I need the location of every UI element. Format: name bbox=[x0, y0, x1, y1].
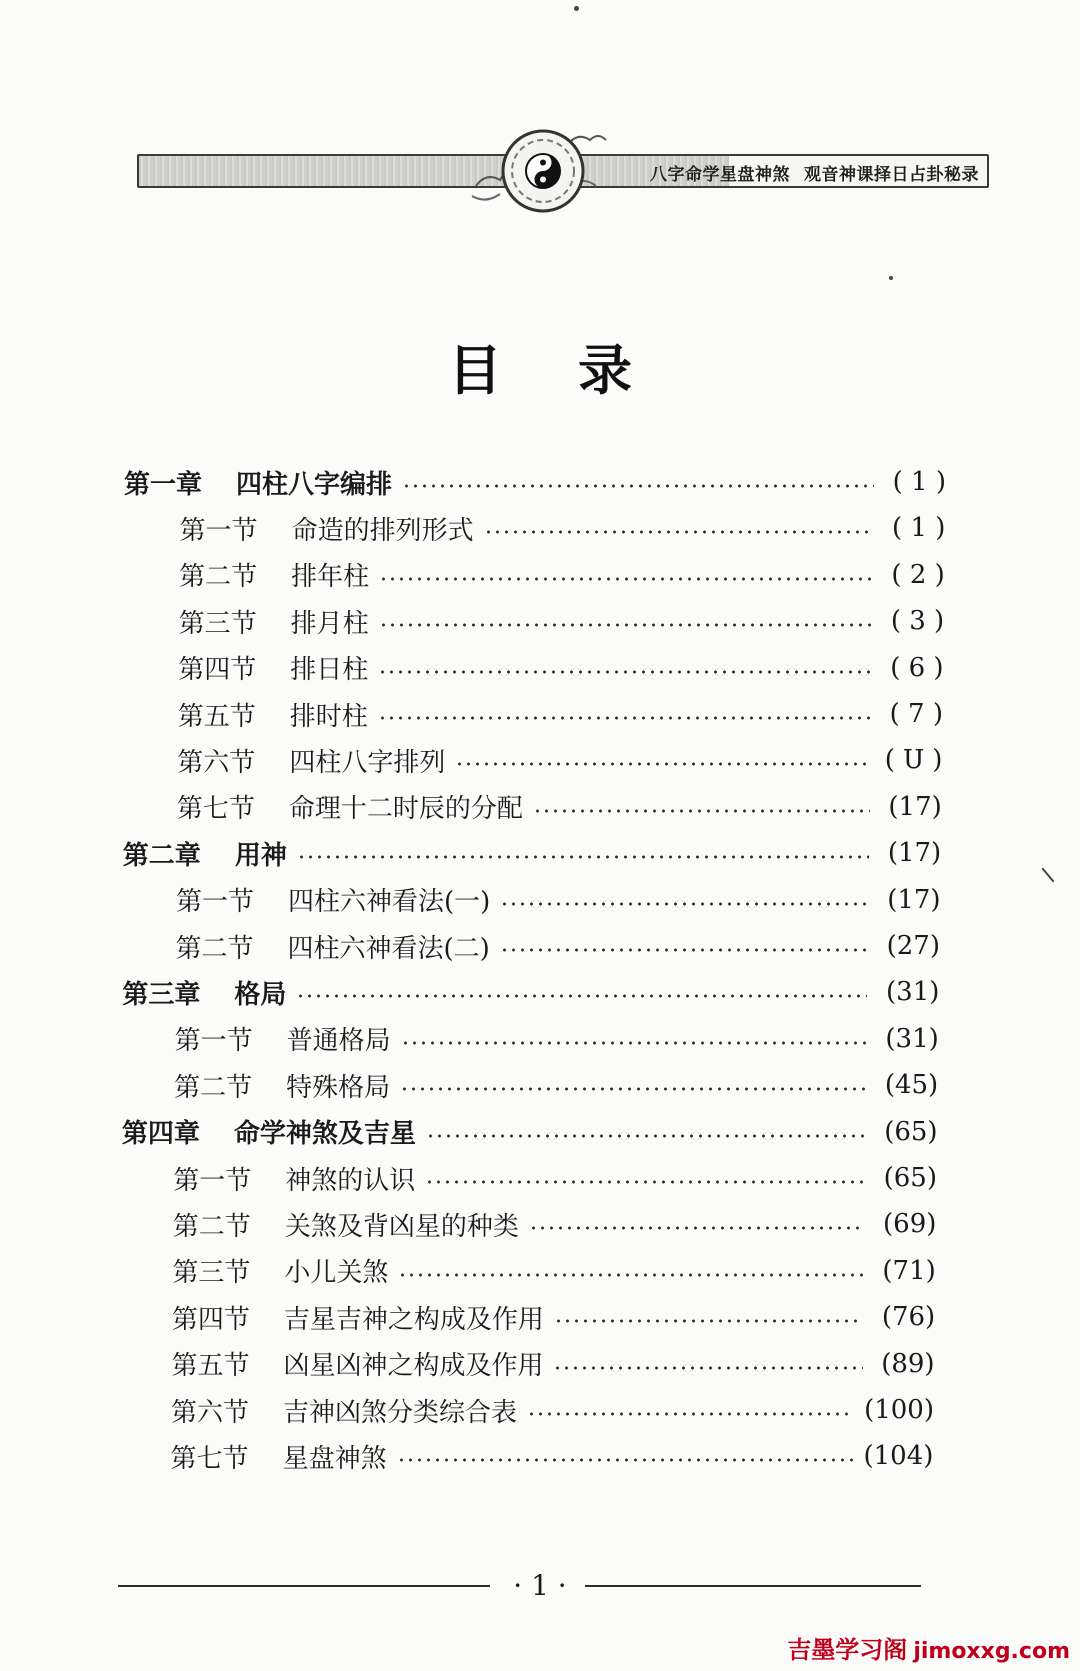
book-title: 八字命学星盘神煞 观音神课择日占卦秘录 bbox=[650, 165, 979, 185]
dot-leader bbox=[378, 669, 871, 675]
toc-section-entry[interactable] bbox=[177, 787, 942, 827]
page-reference: (71) bbox=[882, 1255, 936, 1286]
page-number: · 1 · bbox=[513, 1569, 567, 1602]
toc-section-entry[interactable] bbox=[176, 880, 941, 920]
dot-leader bbox=[379, 576, 873, 582]
dot-leader bbox=[397, 1457, 854, 1463]
chapter-number: 第四章 bbox=[121, 1119, 200, 1150]
section-number: 第三节 bbox=[178, 608, 257, 639]
section-title: 星盘神煞 bbox=[282, 1443, 387, 1474]
section-number: 第三节 bbox=[172, 1258, 251, 1289]
section-number: 第二节 bbox=[179, 562, 258, 593]
watermark-site-name: 吉墨学习阁 bbox=[787, 1636, 908, 1664]
footer-rule-right bbox=[585, 1585, 921, 1587]
dot-leader bbox=[296, 993, 867, 999]
section-number: 第一节 bbox=[173, 1165, 252, 1196]
scan-speck bbox=[574, 6, 579, 11]
chapter-title: 格局 bbox=[234, 979, 287, 1010]
section-number: 第五节 bbox=[171, 1351, 250, 1382]
section-number: 第六节 bbox=[177, 747, 256, 778]
dot-leader bbox=[527, 1411, 854, 1417]
section-title: 命理十二时辰的分配 bbox=[288, 794, 523, 825]
page-reference: ( 6 ) bbox=[890, 652, 944, 683]
dot-leader bbox=[554, 1318, 863, 1324]
toc-section-entry[interactable] bbox=[171, 1436, 934, 1476]
watermark bbox=[787, 1630, 1070, 1665]
section-number: 第一节 bbox=[175, 887, 254, 918]
dot-leader bbox=[398, 1272, 863, 1278]
page-title: 目录 bbox=[448, 339, 708, 402]
scan-speck bbox=[889, 276, 893, 280]
dot-leader bbox=[500, 901, 868, 907]
page-reference: (104) bbox=[863, 1441, 934, 1472]
section-title: 四柱六神看法(二) bbox=[287, 933, 490, 964]
section-number: 第一节 bbox=[179, 515, 258, 546]
dot-leader bbox=[378, 715, 871, 721]
toc-section-entry[interactable] bbox=[179, 555, 945, 595]
dot-leader bbox=[297, 854, 869, 860]
section-title: 神煞的认识 bbox=[285, 1165, 416, 1196]
dot-leader bbox=[401, 1040, 867, 1046]
section-title: 四柱八字排列 bbox=[289, 747, 446, 778]
section-title: 小儿关煞 bbox=[284, 1258, 389, 1289]
chapter-number: 第二章 bbox=[122, 840, 201, 871]
section-title: 命造的排列形式 bbox=[291, 515, 474, 546]
dot-leader bbox=[484, 529, 874, 535]
section-title: 普通格局 bbox=[286, 1026, 391, 1057]
toc-section-entry[interactable] bbox=[172, 1251, 935, 1291]
page-reference: (100) bbox=[864, 1395, 934, 1425]
section-title: 排日柱 bbox=[290, 655, 369, 686]
chapter-title: 四柱八字编排 bbox=[236, 469, 393, 500]
section-number: 第二节 bbox=[175, 933, 254, 964]
page-reference: ( Ս ) bbox=[884, 745, 943, 776]
section-title: 吉星吉神之构成及作用 bbox=[283, 1304, 544, 1335]
toc-section-entry[interactable] bbox=[173, 1204, 937, 1244]
chapter-number: 第一章 bbox=[124, 469, 203, 500]
page-reference: (17) bbox=[887, 838, 942, 869]
toc-section-entry[interactable] bbox=[175, 1019, 939, 1059]
dot-leader bbox=[379, 622, 873, 628]
toc-chapter-entry[interactable] bbox=[123, 833, 941, 873]
toc-section-entry[interactable] bbox=[177, 740, 942, 780]
toc-section-entry[interactable] bbox=[171, 1344, 934, 1384]
toc-section-entry[interactable] bbox=[180, 508, 946, 548]
dot-leader bbox=[400, 1086, 866, 1092]
page-reference: ( 1 ) bbox=[892, 467, 946, 497]
page-reference: (69) bbox=[883, 1209, 937, 1240]
section-title: 吉神凶煞分类综合表 bbox=[283, 1397, 518, 1428]
toc-section-entry[interactable] bbox=[178, 694, 943, 734]
toc-section-entry[interactable] bbox=[179, 601, 945, 641]
chapter-number: 第三章 bbox=[122, 979, 201, 1010]
page-reference: (76) bbox=[881, 1302, 936, 1333]
toc-section-entry[interactable] bbox=[171, 1390, 934, 1430]
dot-leader bbox=[529, 1225, 865, 1231]
section-title: 特殊格局 bbox=[286, 1072, 391, 1103]
footer-rule-left bbox=[118, 1585, 490, 1587]
section-title: 排月柱 bbox=[290, 608, 369, 639]
page-reference: (45) bbox=[884, 1070, 939, 1101]
dot-leader bbox=[426, 1133, 866, 1139]
toc-chapter-entry[interactable] bbox=[122, 1112, 938, 1152]
dot-leader bbox=[553, 1365, 862, 1371]
section-number: 第六节 bbox=[171, 1397, 250, 1428]
dot-leader bbox=[533, 808, 870, 814]
page-reference: (89) bbox=[881, 1348, 935, 1379]
section-title: 排年柱 bbox=[291, 562, 370, 593]
page-reference: (31) bbox=[886, 977, 940, 1008]
dot-leader bbox=[455, 761, 870, 767]
page-reference: ( 7 ) bbox=[889, 699, 943, 729]
section-number: 第一节 bbox=[174, 1026, 253, 1057]
page-reference: (17) bbox=[888, 791, 942, 822]
toc-section-entry[interactable] bbox=[176, 926, 941, 966]
section-title: 排时柱 bbox=[289, 701, 368, 732]
section-number: 第七节 bbox=[176, 794, 255, 825]
page-reference: (17) bbox=[887, 884, 941, 915]
page-reference: (27) bbox=[886, 931, 940, 961]
section-number: 第五节 bbox=[177, 701, 256, 732]
page-reference: ( 2 ) bbox=[891, 559, 945, 590]
section-number: 第四节 bbox=[171, 1304, 250, 1335]
section-title: 四柱六神看法(一) bbox=[287, 887, 491, 918]
toc-section-entry[interactable] bbox=[174, 1065, 938, 1105]
dot-leader bbox=[500, 947, 868, 953]
page-reference: (31) bbox=[885, 1023, 939, 1054]
toc-section-entry[interactable] bbox=[172, 1297, 935, 1337]
toc-section-entry[interactable] bbox=[173, 1158, 937, 1198]
chapter-title: 用神 bbox=[234, 840, 287, 871]
dot-leader bbox=[402, 483, 874, 489]
section-number: 第二节 bbox=[172, 1211, 251, 1242]
page-reference: ( 3 ) bbox=[890, 606, 945, 637]
page-reference: (65) bbox=[884, 1116, 938, 1147]
toc-section-entry[interactable] bbox=[178, 648, 943, 688]
chapter-title: 命学神煞及吉星 bbox=[233, 1119, 416, 1150]
section-title: 凶星凶神之构成及作用 bbox=[283, 1351, 544, 1382]
toc-chapter-entry[interactable] bbox=[124, 462, 946, 502]
section-title: 关煞及背凶星的种类 bbox=[284, 1211, 519, 1242]
toc-chapter-entry[interactable] bbox=[122, 972, 939, 1012]
page-reference: ( 1 ) bbox=[892, 513, 946, 544]
dot-leader bbox=[425, 1179, 865, 1185]
page-reference: (65) bbox=[883, 1163, 937, 1193]
section-number: 第七节 bbox=[170, 1443, 249, 1474]
watermark-site-url: jimoxxg.com bbox=[913, 1639, 1070, 1664]
section-number: 第四节 bbox=[178, 655, 257, 686]
section-number: 第二节 bbox=[174, 1072, 253, 1103]
